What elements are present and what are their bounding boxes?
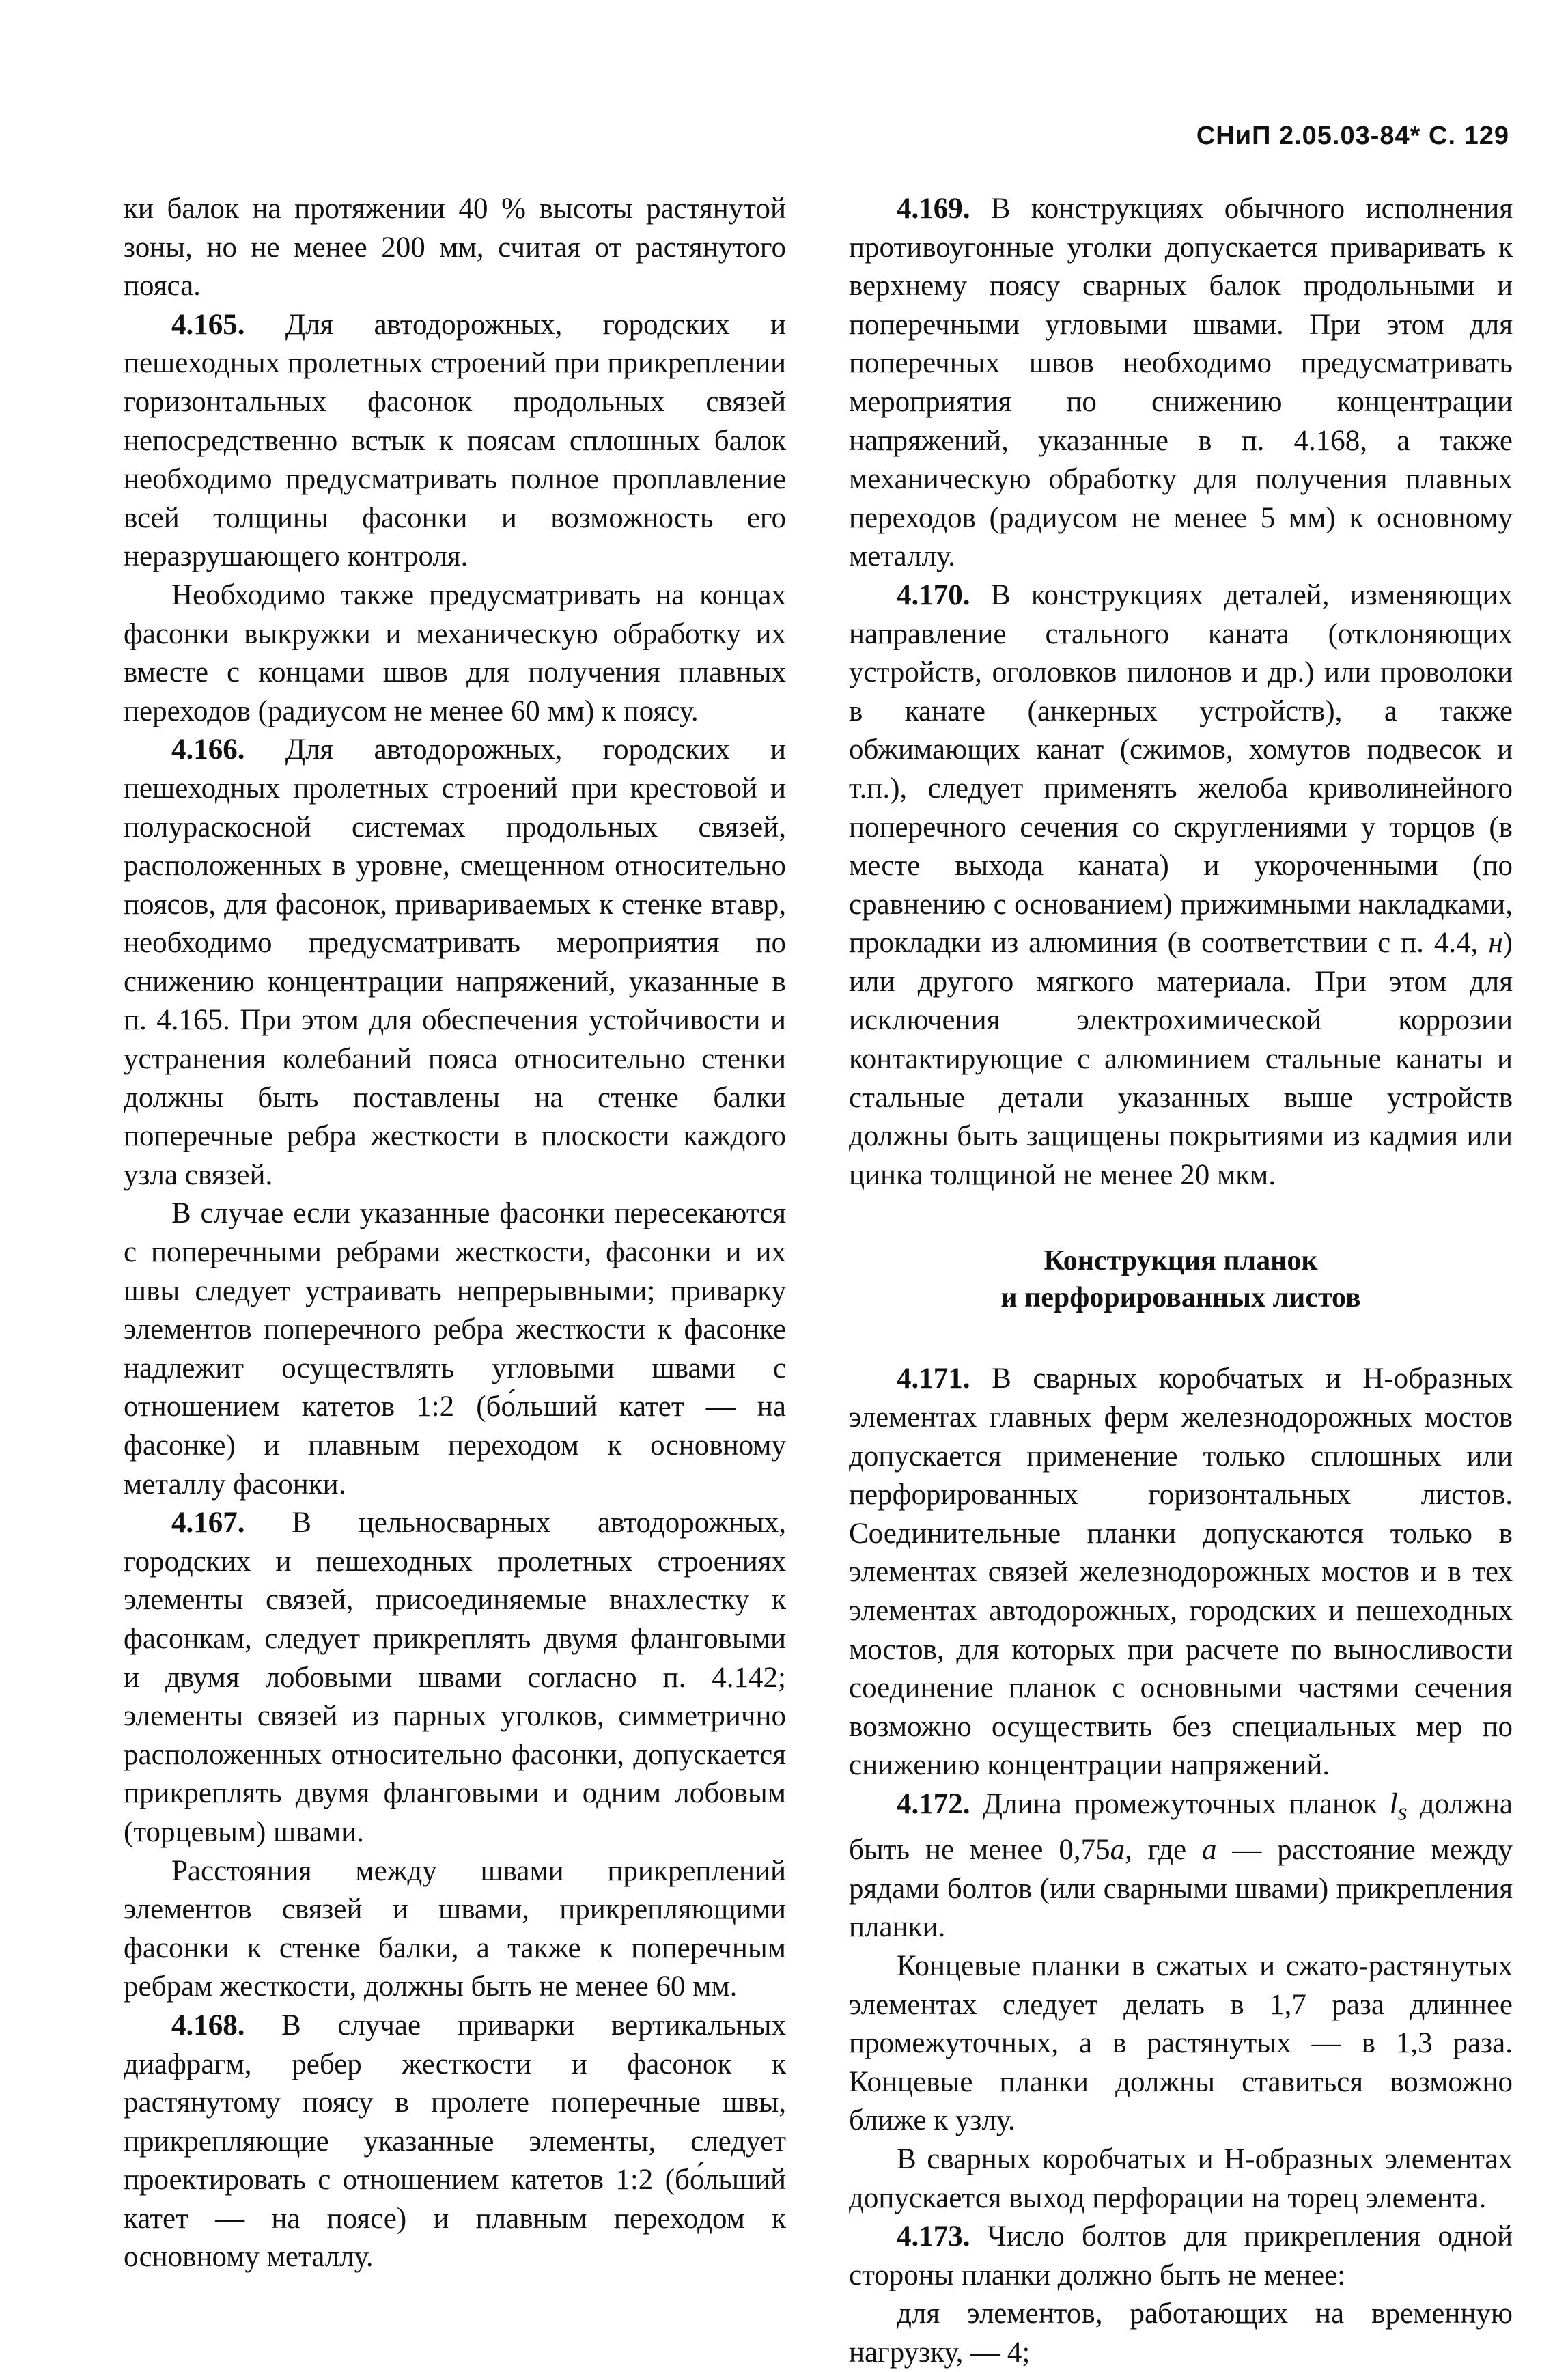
- clause-4-167: 4.167. В цельносварных автодорожных, городских и пешеходных пролетных строениях элементы связей, присоединяемые внахлестку к фасонкам, следует прикреплять двумя фланговыми и двумя лобовыми швами согласно п. 4.142; элементы связей из парных уголков, симметрично расположенных относительно фасонки, допускается прикреплять двумя фланговыми и одним лобовым (торцевым) швами.: [124, 1507, 786, 1848]
- clause-number: 4.165.: [171, 308, 245, 341]
- clause-number: 4.172.: [897, 1787, 970, 1820]
- running-header: СНиП 2.05.03-84* С. 129: [1196, 122, 1509, 150]
- paragraph: для элементов, работающих на временную нагрузку, — 4;: [849, 2298, 1513, 2369]
- clause-4-172: 4.172. Длина промежуточных планок $l_s$ должна быть не менее 0,75a, где a — расстояние между рядами болтов (или сварными швами) прикрепления планки.: [849, 1787, 1513, 1944]
- clause-4-166: 4.166. Для автодорожных, городских и пешеходных пролетных строений при крестовой и полураскосной системах продольных связей, расположенных в уровне, смещенном относительно поясов, для фасонок, привариваемых к стенке втавр, необходимо предусматривать мероприятия по снижению концентрации напряжений, указанные в п. 4.165. При этом для обеспечения устойчивости и устранения колебаний пояса относительно стенки должны быть поставлены на стенке балки поперечные ребра жесткости в плоскости каждого узла связей.: [124, 734, 786, 1191]
- section-heading-line-2: и перфорированных листов: [1000, 1282, 1361, 1314]
- paragraph: В сварных коробчатых и Н-образных элементах допускается выход перфорации на торец элемента.: [849, 2143, 1513, 2214]
- clause-number: 4.168.: [171, 2009, 245, 2041]
- clause-4-171: 4.171. В сварных коробчатых и Н-образных элементах главных ферм железнодорожных мостов допускается применение только сплошных или перфорированных горизонтальных листов. Соединительные планки допускаются только в элементах связей железнодорожных мостов и в тех элементах автодорожных, городских и пешеходных мостов, для которых при расчете по выносливости соединение планок с основными частями сечения возможно осуществить без специальных мер по снижению концентрации напряжений.: [849, 1363, 1513, 1782]
- right-column: [849, 190, 1513, 2372]
- clause-4-170: 4.170. В конструкциях деталей, изменяющих направление стального каната (отклоняющих устройств, оголовков пилонов и др.) или проволоки в канате (анкерных устройств), а также обжимающих канат (сжимов, хомутов подвесок и т.п.), следует применять желоба криволинейного поперечного сечения со скруглениями у торцов (в месте выхода каната) и укороченными (по сравнению с основанием) прижимными накладками, прокладки из алюминия (в соответствии с п. 4.4, н) или другого мягкого материала. При этом для исключения электрохимической коррозии контактирующие с алюминием стальные канаты и стальные детали указанных выше устройств должны быть защищены покрытиями из кадмия или цинка толщиной не менее 20 мкм.: [849, 578, 1513, 1191]
- clause-number: 4.173.: [897, 2220, 970, 2253]
- clause-4-168: 4.168. В случае приварки вертикальных диафрагм, ребер жесткости и фасонок к растянутому поясу в пролете поперечные швы, прикрепляющие указанные элементы, следует проектировать с отношением катетов 1:2 (бо́льший катет — на поясе) и плавным переходом к основному металлу.: [124, 2009, 786, 2274]
- clause-number: 4.171.: [897, 1363, 970, 1395]
- left-column: [124, 190, 786, 2277]
- clause-number: 4.169.: [897, 193, 970, 225]
- clause-number: 4.167.: [171, 1507, 245, 1539]
- paragraph: В случае если указанные фасонки пересекаются с поперечными ребрами жесткости, фасонки и их швы следует устраивать непрерывными; приварку элементов поперечного ребра жесткости к фасонке надлежит осуществлять угловыми швами с отношением катетов 1:2 (бо́льший катет — на фасонке) и плавным переходом к основному металлу фасонки.: [124, 1197, 786, 1501]
- clause-number: 4.166.: [171, 734, 245, 766]
- paragraph: Расстояния между швами прикреплений элементов связей и швами, прикрепляющими фасонки к стенке балки, а также к поперечным ребрам жесткости, должны быть не менее 60 мм.: [124, 1854, 786, 2003]
- paragraph-continuation: ки балок на протяжении 40 % высоты растянутой зоны, но не менее 200 мм, считая от растянутого пояса.: [124, 193, 786, 303]
- paragraph: Концевые планки в сжатых и сжато-растянутых элементах следует делать в 1,7 раза длиннее промежуточных, а в растянутых — в 1,3 раза. Концевые планки должны ставиться возможно ближе к узлу.: [849, 1949, 1513, 2137]
- clause-4-173: 4.173. Число болтов для прикрепления одной стороны планки должно быть не менее:: [849, 2220, 1513, 2291]
- paragraph: Необходимо также предусматривать на концах фасонки выкружки и механическую обработку их вместе с концами швов для получения плавных переходов (радиусом не менее 60 мм) к поясу.: [124, 578, 786, 727]
- clause-4-165: 4.165. Для автодорожных, городских и пешеходных пролетных строений при прикреплении горизонтальных фасонок продольных связей непосредственно встык к поясам сплошных балок необходимо предусматривать полное проплавление всей толщины фасонки и возможность его неразрушающего контроля.: [124, 308, 786, 573]
- section-heading: [849, 1242, 1513, 1316]
- clause-4-169: 4.169. В конструкциях обычного исполнения противоугонные уголки допускается приваривать к верхнему поясу сварных балок продольными и поперечными угловыми швами. При этом для поперечных швов необходимо предусматривать мероприятия по снижению концентрации напряжений, указанные в п. 4.168, а также механическую обработку для получения плавных переходов (радиусом не менее 5 мм) к основному металлу.: [849, 193, 1513, 573]
- clause-number: 4.170.: [897, 578, 970, 611]
- section-heading-line-1: Конструкция планок: [1044, 1245, 1318, 1277]
